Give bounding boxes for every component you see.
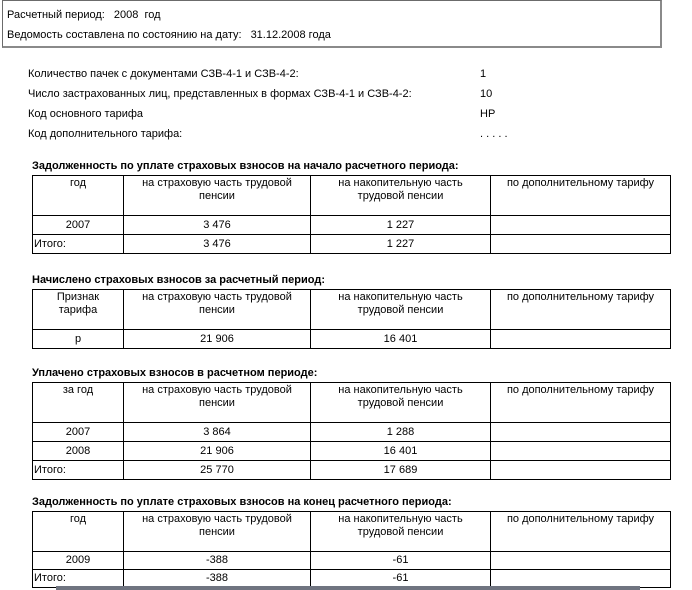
table-row (33, 330, 671, 349)
column-header-additional-tariff: по дополнительному тарифу (491, 383, 671, 423)
section-title: Задолженность по уплате страховых взносов на начало расчетного периода: (32, 160, 459, 172)
info-value: НР (480, 108, 496, 120)
horizontal-scrollbar-thumb[interactable] (56, 586, 640, 590)
cell-insurance-part: 25 770 (124, 461, 311, 480)
column-header-additional-tariff: по дополнительному тарифу (491, 290, 671, 330)
table-header-row (33, 176, 671, 216)
cell-funded-part: 17 689 (311, 461, 491, 480)
column-header-funded-part: на накопительную часть трудовой пенсии (311, 512, 491, 552)
cell-funded-part: 16 401 (311, 330, 491, 349)
column-header-year: год (33, 176, 124, 216)
table-header-row (33, 383, 671, 423)
section-accrued (32, 274, 672, 349)
cell-insurance-part: -388 (124, 570, 311, 588)
cell-additional-tariff (491, 235, 671, 254)
cell-insurance-part: 3 476 (124, 216, 311, 235)
cell-insurance-part: 21 906 (124, 442, 311, 461)
column-header-tariff-sign: Признак тарифа (33, 290, 124, 330)
period-line (7, 5, 660, 25)
cell-additional-tariff (491, 216, 671, 235)
cell-additional-tariff (491, 330, 671, 349)
period-value: 2008 год (113, 9, 161, 21)
period-box (2, 0, 662, 48)
period-label: Расчетный период: (7, 9, 105, 21)
column-header-additional-tariff: по дополнительному тарифу (491, 512, 671, 552)
info-row-additional-tariff (28, 124, 658, 144)
cell-total-label: Итого: (33, 570, 124, 588)
cell-year: 2009 (33, 552, 124, 570)
table-header-row (33, 290, 671, 330)
info-label: Код основного тарифа (28, 108, 144, 120)
info-label: Число застрахованных лиц, представленных в формах СЗВ-4-1 и СЗВ-4-2: (28, 88, 412, 100)
accrued-table (32, 289, 671, 349)
cell-year: 2007 (33, 216, 124, 235)
date-label: Ведомость составлена по состоянию на дату: (7, 29, 242, 41)
table-total-row (33, 235, 671, 254)
table-header-row (33, 512, 671, 552)
section-title: Начислено страховых взносов за расчетный период: (32, 274, 326, 286)
info-value: 10 (480, 88, 493, 100)
cell-insurance-part: 21 906 (124, 330, 311, 349)
table-row (33, 442, 671, 461)
info-label: Код дополнительного тарифа: (28, 128, 183, 140)
section-opening-debt (32, 160, 672, 254)
column-header-year: за год (33, 383, 124, 423)
cell-additional-tariff (491, 461, 671, 480)
info-label: Количество пачек с документами СЗВ-4-1 и СЗВ-4-2: (28, 68, 299, 80)
cell-insurance-part: 3 476 (124, 235, 311, 254)
section-title: Задолженность по уплате страховых взносов на конец расчетного периода: (32, 496, 452, 508)
section-title: Уплачено страховых взносов в расчетном периоде: (32, 367, 318, 379)
cell-additional-tariff (491, 570, 671, 588)
cell-additional-tariff (491, 423, 671, 442)
cell-additional-tariff (491, 442, 671, 461)
section-paid (32, 367, 672, 480)
table-row (33, 423, 671, 442)
cell-additional-tariff (491, 552, 671, 570)
summary-info (28, 64, 658, 144)
table-row (33, 216, 671, 235)
paid-table (32, 382, 671, 480)
cell-funded-part: 1 227 (311, 216, 491, 235)
column-header-insurance-part: на страховую часть трудовой пенсии (124, 176, 311, 216)
info-row-main-tariff (28, 104, 658, 124)
cell-funded-part: -61 (311, 570, 491, 588)
date-value: 31.12.2008 года (250, 29, 331, 41)
column-header-insurance-part: на страховую часть трудовой пенсии (124, 290, 311, 330)
column-header-insurance-part: на страховую часть трудовой пенсии (124, 512, 311, 552)
column-header-year: год (33, 512, 124, 552)
cell-tariff-sign: р (33, 330, 124, 349)
column-header-funded-part: на накопительную часть трудовой пенсии (311, 290, 491, 330)
opening-debt-table (32, 175, 671, 254)
section-closing-debt (32, 496, 672, 588)
cell-funded-part: -61 (311, 552, 491, 570)
column-header-funded-part: на накопительную часть трудовой пенсии (311, 176, 491, 216)
cell-total-label: Итого: (33, 235, 124, 254)
info-row-insured-count (28, 84, 658, 104)
info-row-packs (28, 64, 658, 84)
cell-year: 2007 (33, 423, 124, 442)
cell-funded-part: 16 401 (311, 442, 491, 461)
cell-insurance-part: -388 (124, 552, 311, 570)
info-value: . . . . . (480, 128, 508, 140)
column-header-funded-part: на накопительную часть трудовой пенсии (311, 383, 491, 423)
info-value: 1 (480, 68, 487, 80)
cell-total-label: Итого: (33, 461, 124, 480)
date-line (7, 25, 660, 45)
cell-funded-part: 1 227 (311, 235, 491, 254)
column-header-additional-tariff: по дополнительному тарифу (491, 176, 671, 216)
column-header-insurance-part: на страховую часть трудовой пенсии (124, 383, 311, 423)
table-total-row (33, 461, 671, 480)
cell-funded-part: 1 288 (311, 423, 491, 442)
table-row (33, 552, 671, 570)
table-total-row (33, 570, 671, 588)
cell-insurance-part: 3 864 (124, 423, 311, 442)
closing-debt-table (32, 511, 671, 588)
cell-year: 2008 (33, 442, 124, 461)
